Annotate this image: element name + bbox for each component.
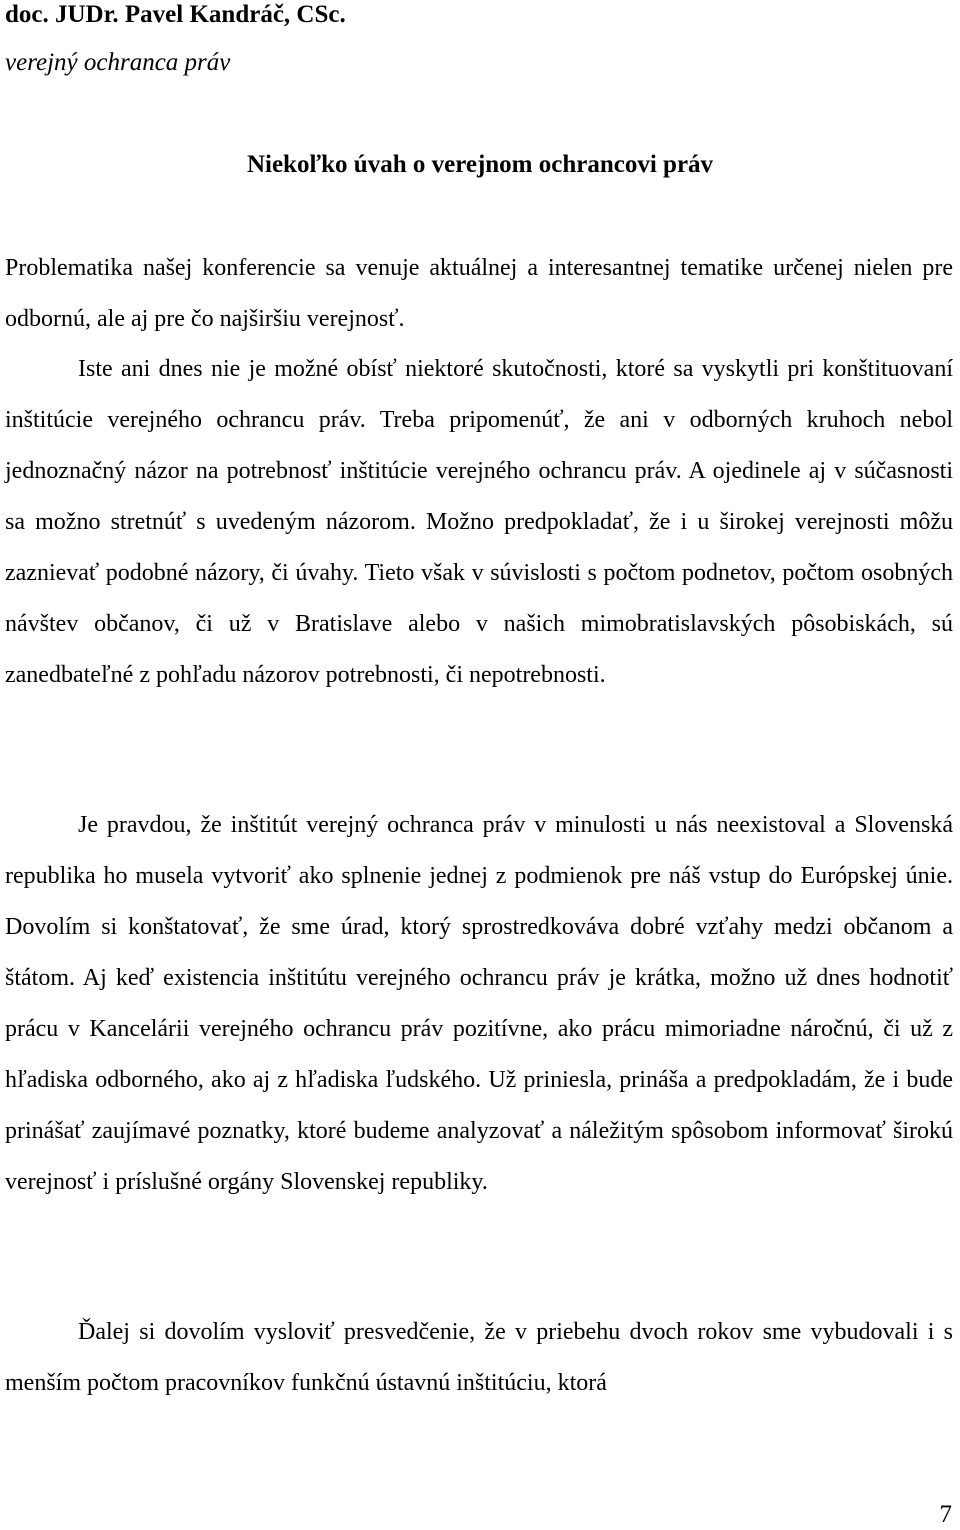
paragraph-4: Ďalej si dovolím vysloviť presvedčenie, že v priebehu dvoch rokov sme vybudovali i s menším počtom pracovníkov funkčnú ústavnú inštitúciu, ktorá [5, 1319, 953, 1396]
author-name: doc. JUDr. Pavel Kandráč, CSc. [5, 1, 346, 28]
paragraph-3: Je pravdou, že inštitút verejný ochranca práv v minulosti u nás neexistoval a Slovenská republika ho musela vytvoriť ako splnenie jednej z podmienok pre náš vstup do Európskej únie. Dovolím si konštatovať, že sme úrad, ktorý sprostredkováva dobré vzťahy medzi občanom a štátom. Aj keď existencia inštitútu verejného ochrancu práv je krátka, možno už dnes hodnotiť prácu v Kancelárii verejného ochrancu práv pozitívne, ako prácu mimoriadne náročnú, či už z hľadiska odborného, ako aj z hľadiska ľudského. Už priniesla, prináša a predpokladám, že i bude prinášať zaujímavé poznatky, ktoré budeme analyzovať a náležitým spôsobom informovať širokú verejnosť i príslušné orgány Slovenskej republiky. [5, 812, 953, 1195]
page-number: 7 [939, 1501, 952, 1528]
paragraph-1: Problematika našej konferencie sa venuje aktuálnej a interesantnej tematike určenej nielen pre odbornú, ale aj pre čo najširšiu verejnosť. [5, 255, 953, 332]
paragraph-2: Iste ani dnes nie je možné obísť niektoré skutočnosti, ktoré sa vyskytli pri konštituovaní inštitúcie verejného ochrancu práv. Treba pripomenúť, že ani v odborných kruhoch nebol jednoznačný názor na potrebnosť inštitúcie verejného ochrancu práv. A ojedinele aj v súčasnosti sa možno stretnúť s uvedeným názorom. Možno predpokladať, že i u širokej verejnosti môžu zaznievať podobné názory, či úvahy. Tieto však v súvislosti s počtom podnetov, počtom osobných návštev občanov, či už v Bratislave alebo v našich mimobratislavských pôsobiskách, sú zanedbateľné z pohľadu názorov potrebnosti, či nepotrebnosti. [5, 356, 953, 688]
author-role: verejný ochranca práv [5, 49, 231, 76]
document-title: Niekoľko úvah o verejnom ochrancovi práv [246, 151, 714, 178]
